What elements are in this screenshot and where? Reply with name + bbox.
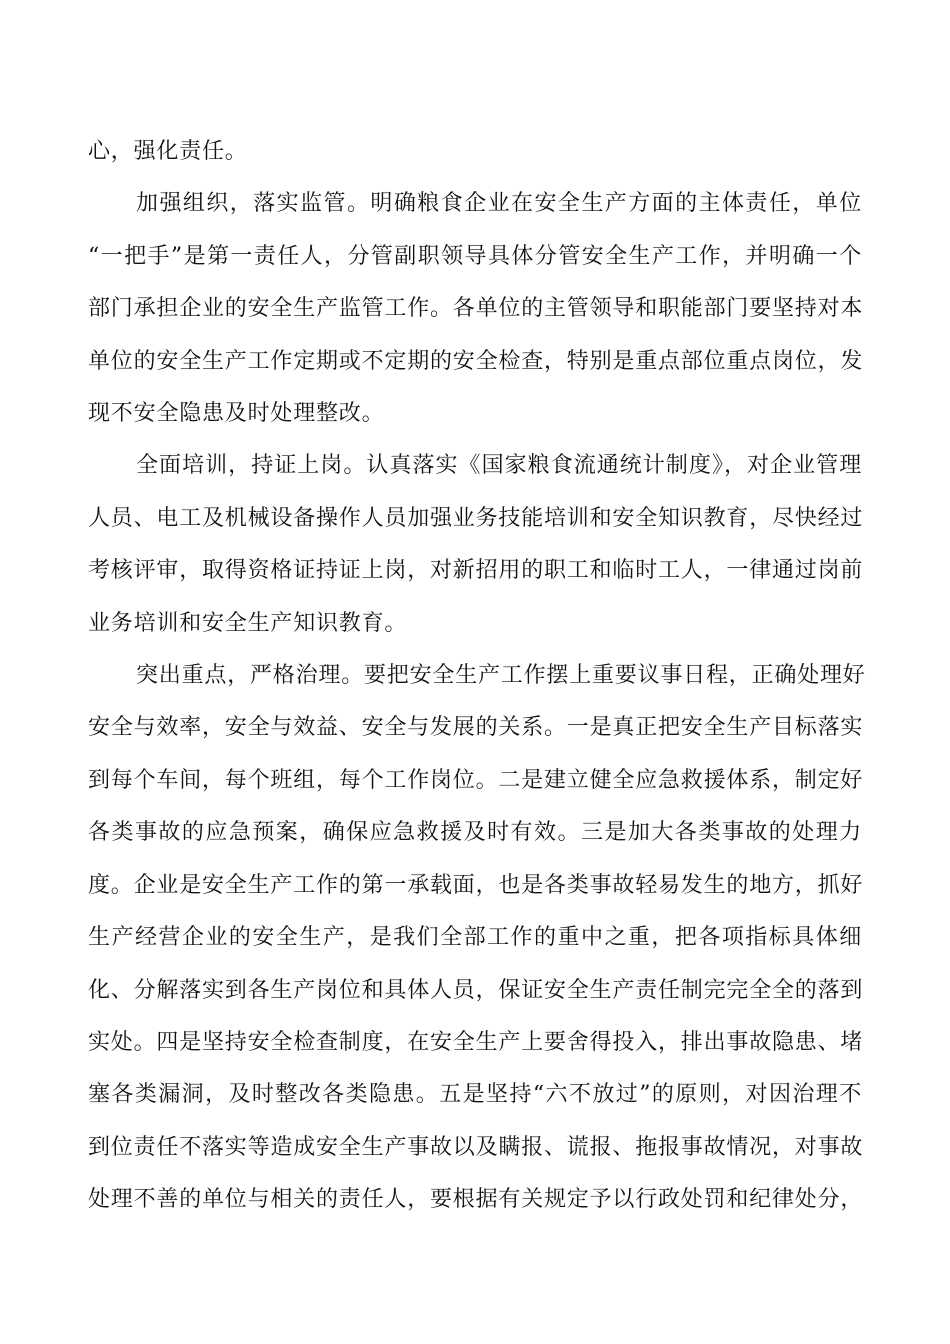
text-line: “一把手”是第一责任人，分管副职领导具体分管安全生产工作，并明确一个: [88, 243, 862, 269]
text-line: 单位的安全生产工作定期或不定期的安全检查，特别是重点部位重点岗位，发: [88, 348, 864, 374]
text-line: 加强组织，落实监管。明确粮食企业在安全生产方面的主体责任，单位: [136, 191, 862, 217]
text-line: 各类事故的应急预案，确保应急救援及时有效。三是加大各类事故的处理力: [88, 820, 862, 846]
text-line: 化、分解落实到各生产岗位和具体人员，保证安全生产责任制完完全全的落到: [88, 977, 864, 1003]
text-line: 处理不善的单位与相关的责任人，要根据有关规定予以行政处罚和纪律处分，: [88, 1187, 864, 1213]
paragraph-organization-supervision: [88, 178, 862, 440]
document-body: [88, 126, 866, 1227]
text-line: 部门承担企业的安全生产监管工作。各单位的主管领导和职能部门要坚持对本: [88, 296, 864, 322]
text-line: 塞各类漏洞，及时整改各类隐患。五是坚持“六不放过”的原则，对因治理不: [88, 1082, 862, 1108]
text-line: 度。企业是安全生产工作的第一承载面，也是各类事故轻易发生的地方，抓好: [88, 872, 864, 898]
text-line: 全面培训，持证上岗。认真落实《国家粮食流通统计制度》，对企业管理: [136, 453, 862, 479]
text-line: 生产经营企业的安全生产，是我们全部工作的重中之重，把各项指标具体细: [88, 925, 862, 951]
text-line: 突出重点，严格治理。要把安全生产工作摆上重要议事日程，正确处理好: [136, 663, 866, 689]
paragraph-training-certification: [88, 440, 862, 650]
text-line: 实处。四是坚持安全检查制度，在安全生产上要舍得投入，排出事故隐患、堵: [88, 1029, 864, 1055]
text-line: 心，强化责任。: [88, 139, 248, 164]
text-line: 到每个车间，每个班组，每个工作岗位。二是建立健全应急救援体系，制定好: [88, 767, 864, 793]
text-line: 考核评审，取得资格证持证上岗，对新招用的职工和临时工人，一律通过岗前: [88, 558, 864, 584]
text-line: 业务培训和安全生产知识教育。: [88, 610, 408, 636]
text-line: 到位责任不落实等造成安全生产事故以及瞒报、谎报、拖报事故情况，对事故: [88, 1134, 864, 1160]
paragraph-key-governance: [88, 650, 866, 1226]
text-line: 安全与效率，安全与效益、安全与发展的关系。一是真正把安全生产目标落实: [88, 715, 864, 741]
paragraph-continued: [88, 126, 862, 178]
text-line: 现不安全隐患及时处理整改。: [88, 401, 385, 427]
text-line: 人员、电工及机械设备操作人员加强业务技能培训和安全知识教育，尽快经过: [88, 505, 864, 531]
